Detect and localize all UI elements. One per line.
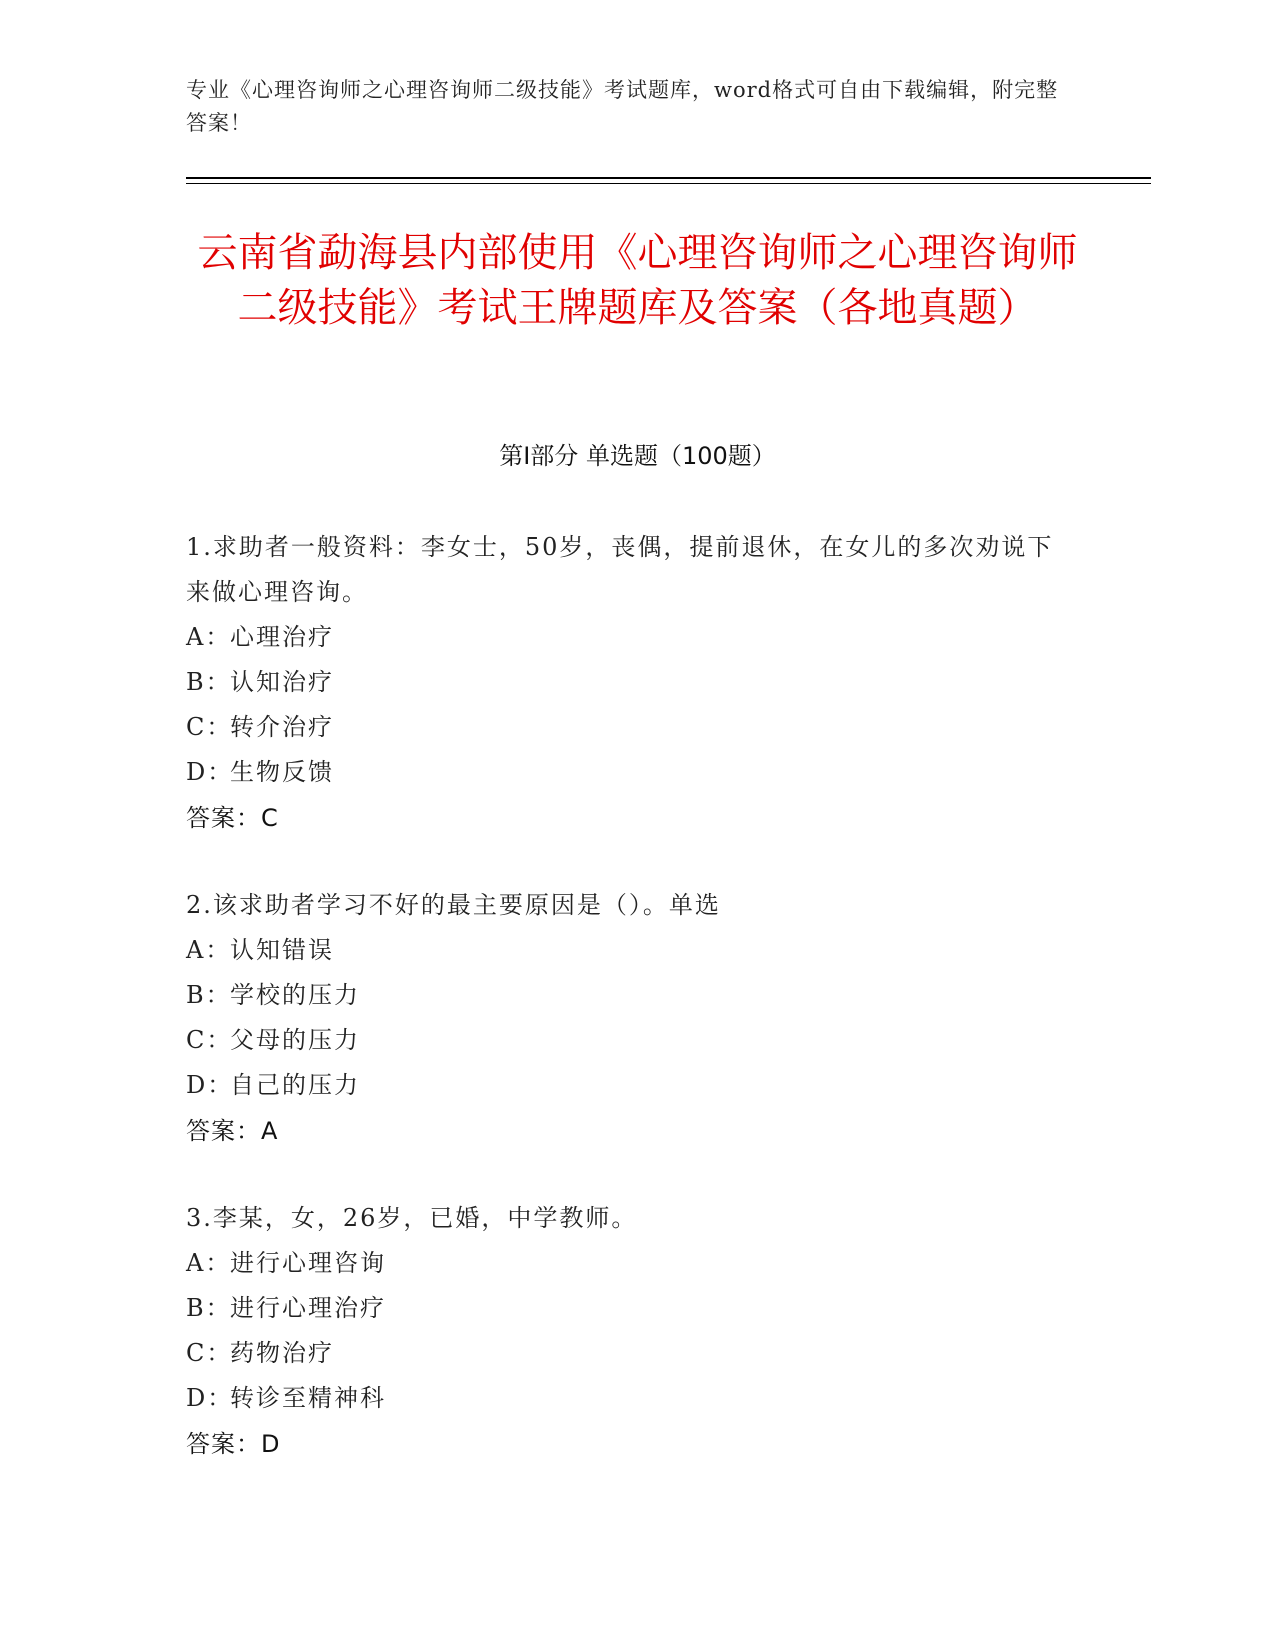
option-text: 认知治疗 [230,668,334,696]
answer-line [186,1108,1066,1154]
option-key: D： [186,1384,234,1412]
option-b [186,660,1066,705]
option-key: D： [186,1071,234,1099]
answer-line [186,1421,1066,1467]
option-a [186,1241,1066,1286]
question-1 [186,525,1066,841]
option-key: B： [186,1294,232,1322]
header-note: 专业《心理咨询师之心理咨询师二级技能》考试题库，word格式可自由下载编辑，附完整答案！ [186,78,1059,135]
option-a [186,615,1066,660]
question-stem: 1.求助者一般资料：李女士，50岁，丧偶，提前退休，在女儿的多次劝说下来做心理咨询。 [186,533,1054,606]
header-divider-thin [186,183,1151,184]
option-c [186,1018,1066,1063]
option-key: C： [186,1026,233,1054]
option-c [186,1331,1066,1376]
answer-label: 答案： [186,1430,261,1458]
option-c [186,705,1066,750]
option-key: D： [186,758,234,786]
option-key: B： [186,981,232,1009]
option-key: A： [186,936,232,964]
option-text: 进行心理咨询 [230,1249,386,1277]
answer-value: C [261,804,279,832]
option-text: 心理治疗 [230,623,334,651]
question-stem: 3.李某，女，26岁，已婚，中学教师。 [186,1204,638,1232]
answer-value: A [261,1117,279,1145]
option-text: 认知错误 [230,936,334,964]
option-text: 自己的压力 [230,1071,360,1099]
option-key: C： [186,1339,233,1367]
answer-line [186,795,1066,841]
option-text: 转介治疗 [230,713,334,741]
option-text: 父母的压力 [230,1026,360,1054]
document-title: 云南省勐海县内部使用《心理咨询师之心理咨询师二级技能》考试王牌题库及答案（各地真题） [197,230,1078,331]
option-b [186,1286,1066,1331]
answer-label: 答案： [186,1117,261,1145]
option-text: 生物反馈 [230,758,334,786]
option-text: 进行心理治疗 [230,1294,386,1322]
option-key: A： [186,1249,232,1277]
question-stem: 2.该求助者学习不好的最主要原因是（）。单选 [186,891,721,919]
option-a [186,928,1066,973]
option-d [186,1376,1066,1421]
option-key: B： [186,668,232,696]
section-heading: 第Ⅰ部分 单选题（100题） [499,442,776,470]
answer-value: D [261,1430,281,1458]
option-key: A： [186,623,232,651]
option-b [186,973,1066,1018]
option-d [186,1063,1066,1108]
option-text: 药物治疗 [230,1339,334,1367]
question-list [186,525,1066,1509]
answer-label: 答案： [186,804,261,832]
option-key: C： [186,713,233,741]
option-text: 学校的压力 [230,981,360,1009]
question-2 [186,883,1066,1154]
option-text: 转诊至精神科 [230,1384,386,1412]
option-d [186,750,1066,795]
question-3 [186,1196,1066,1467]
header-divider-thick [186,177,1151,179]
